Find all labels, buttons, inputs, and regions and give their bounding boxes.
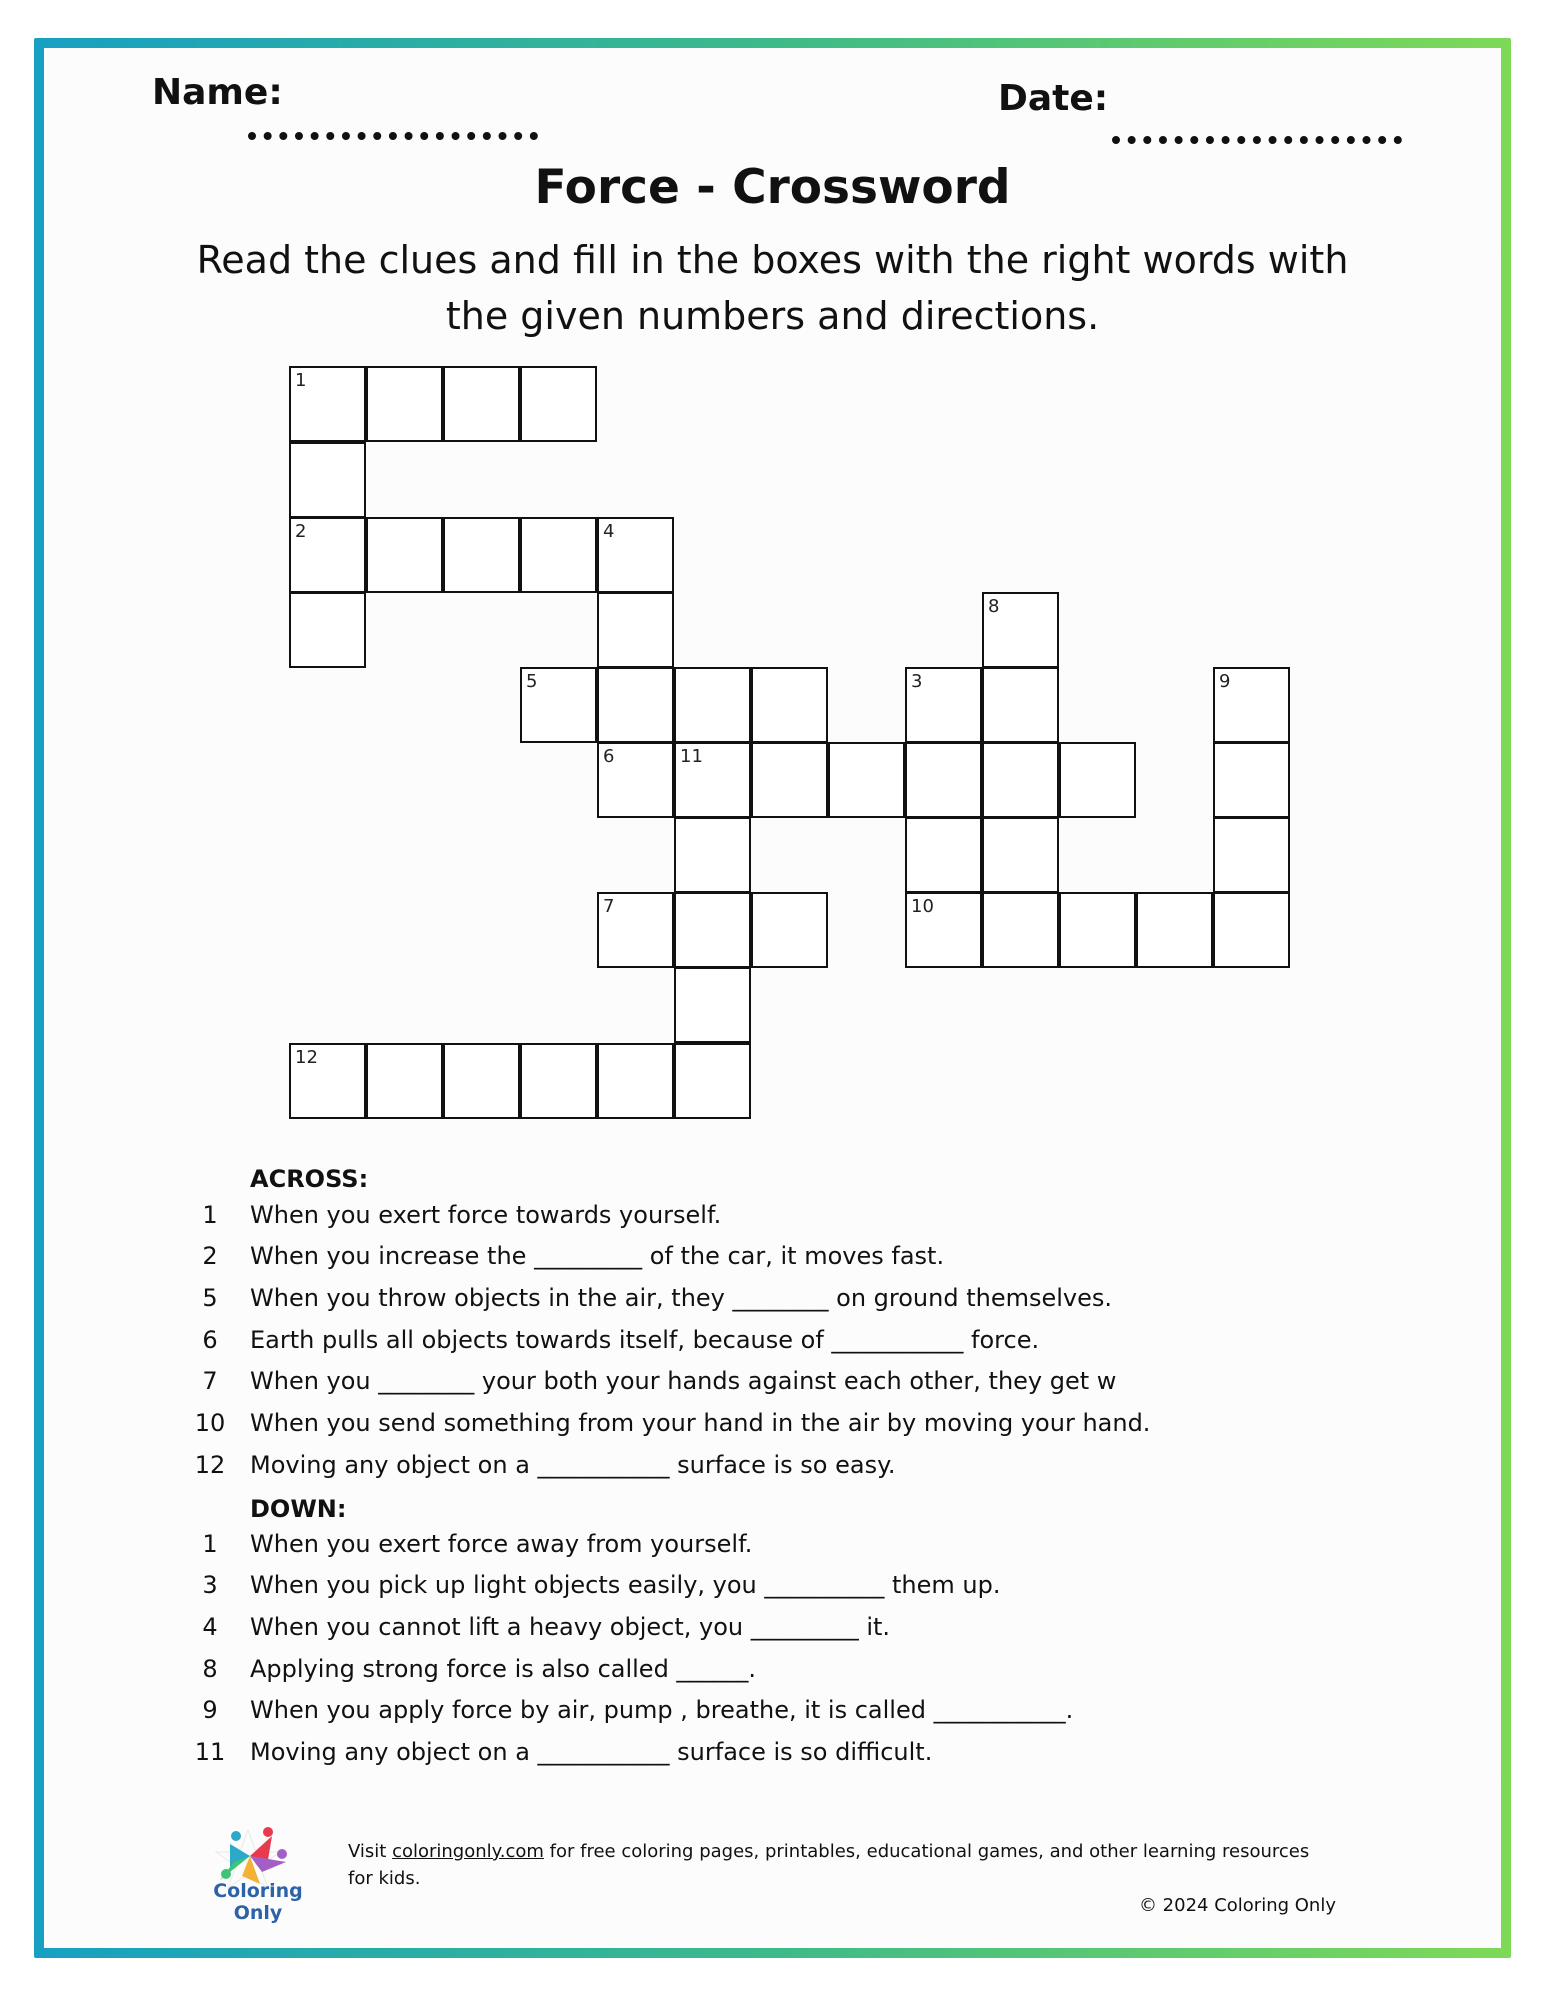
crossword-cell[interactable] [982, 892, 1059, 968]
logo-text: Coloring Only [213, 1880, 303, 1924]
crossword-cell[interactable] [674, 667, 751, 743]
crossword-cell[interactable] [674, 817, 751, 893]
crossword-cell[interactable] [1213, 817, 1290, 893]
clue-number: 8 [988, 596, 1000, 617]
down-clue: 11 Moving any object on a ___________ surface is so difficult. [194, 1738, 933, 1766]
crossword-cell[interactable] [828, 742, 905, 818]
crossword-cell[interactable] [520, 517, 597, 593]
crossword-cell[interactable] [366, 517, 443, 593]
clue-number: 10 [911, 896, 934, 917]
clue-number: 7 [603, 896, 615, 917]
copyright: © 2024 Coloring Only [1138, 1895, 1336, 1916]
footer [300, 1838, 1336, 1919]
crossword-cell[interactable] [905, 817, 982, 893]
crossword-cell[interactable] [905, 892, 982, 968]
crossword-cell[interactable] [289, 592, 366, 668]
crossword-cell[interactable] [597, 892, 674, 968]
down-clue: 9 When you apply force by air, pump , breathe, it is called ___________. [202, 1696, 1074, 1724]
crossword-cell[interactable] [443, 517, 520, 593]
clue-number: 5 [526, 671, 538, 692]
crossword-cell[interactable] [751, 892, 828, 968]
crossword-cell[interactable] [674, 742, 751, 818]
crossword-cell[interactable] [289, 442, 366, 518]
crossword-cell[interactable] [1059, 742, 1136, 818]
crossword-cell[interactable] [289, 517, 366, 593]
clue-number: 9 [1219, 671, 1231, 692]
name-label: Name: [152, 72, 283, 113]
clue-number: 3 [911, 671, 923, 692]
clue-number: 6 [603, 746, 615, 767]
crossword-cell[interactable] [597, 592, 674, 668]
page-title: Force - Crossword [534, 160, 1011, 215]
crossword-cell[interactable] [289, 366, 366, 442]
crossword-cell[interactable] [674, 892, 751, 968]
site-link[interactable]: coloringonly.com [392, 1841, 544, 1862]
crossword-cell[interactable] [1213, 892, 1290, 968]
across-clue: 6 Earth pulls all objects towards itself, because of ___________ force. [202, 1326, 1040, 1354]
across-clue: 2 When you increase the _________ of the car, it moves fast. [202, 1242, 945, 1270]
across-heading: ACROSS: [250, 1165, 369, 1193]
crossword-cell[interactable] [520, 667, 597, 743]
crossword-cell[interactable] [1213, 742, 1290, 818]
crossword-cell[interactable] [674, 967, 751, 1043]
down-clue: 8 Applying strong force is also called ______. [202, 1655, 757, 1683]
crossword-cell[interactable] [1059, 892, 1136, 968]
crossword-cell[interactable] [597, 742, 674, 818]
date-input-line[interactable] [1112, 136, 1402, 144]
across-clue: 7 When you ________ your both your hands against each other, they get w [202, 1367, 1117, 1395]
down-clue: 3 When you pick up light objects easily, you __________ them up. [202, 1571, 1001, 1599]
crossword-cell[interactable] [982, 592, 1059, 668]
footer-visit-line: Visit coloringonly.com for free coloring pages, printables, educational games, and other learning resources for kids. [348, 1841, 1310, 1889]
clue-number: 2 [295, 521, 307, 542]
crossword-cell[interactable] [597, 517, 674, 593]
crossword-cell[interactable] [289, 1043, 366, 1119]
clue-number: 1 [295, 370, 307, 391]
crossword-cell[interactable] [366, 366, 443, 442]
instructions: Read the clues and fill in the boxes with the right words with the given numbers and directions. [196, 238, 1349, 338]
crossword-cell[interactable] [751, 667, 828, 743]
crossword-cell[interactable] [1136, 892, 1213, 968]
crossword-cell[interactable] [982, 742, 1059, 818]
crossword-cell[interactable] [982, 817, 1059, 893]
date-label: Date: [998, 78, 1109, 119]
crossword-cell[interactable] [597, 667, 674, 743]
crossword-cell[interactable] [751, 742, 828, 818]
crossword-cell[interactable] [597, 1043, 674, 1119]
down-clue: 4 When you cannot lift a heavy object, you _________ it. [202, 1613, 891, 1641]
across-clue: 10 When you send something from your hand in the air by moving your hand. [194, 1409, 1151, 1437]
crossword-cell[interactable] [1213, 667, 1290, 743]
crossword-cell[interactable] [674, 1043, 751, 1119]
down-heading: DOWN: [250, 1495, 347, 1523]
clue-number: 4 [603, 521, 615, 542]
crossword-cell[interactable] [443, 1043, 520, 1119]
across-clue: 5 When you throw objects in the air, they ________ on ground themselves. [202, 1284, 1113, 1312]
crossword-cell[interactable] [520, 1043, 597, 1119]
across-clue: 1 When you exert force towards yourself. [202, 1201, 722, 1229]
name-input-line[interactable] [248, 132, 538, 140]
crossword-cell[interactable] [520, 366, 597, 442]
across-clue: 12 Moving any object on a ___________ surface is so easy. [194, 1451, 896, 1479]
crossword-cell[interactable] [982, 667, 1059, 743]
crossword-cell[interactable] [443, 366, 520, 442]
crossword-cell[interactable] [905, 667, 982, 743]
crossword-cell[interactable] [905, 742, 982, 818]
clue-number: 12 [295, 1047, 318, 1068]
crossword-cell[interactable] [366, 1043, 443, 1119]
clue-number: 11 [680, 746, 703, 767]
down-clue: 1 When you exert force away from yourself. [202, 1530, 753, 1558]
